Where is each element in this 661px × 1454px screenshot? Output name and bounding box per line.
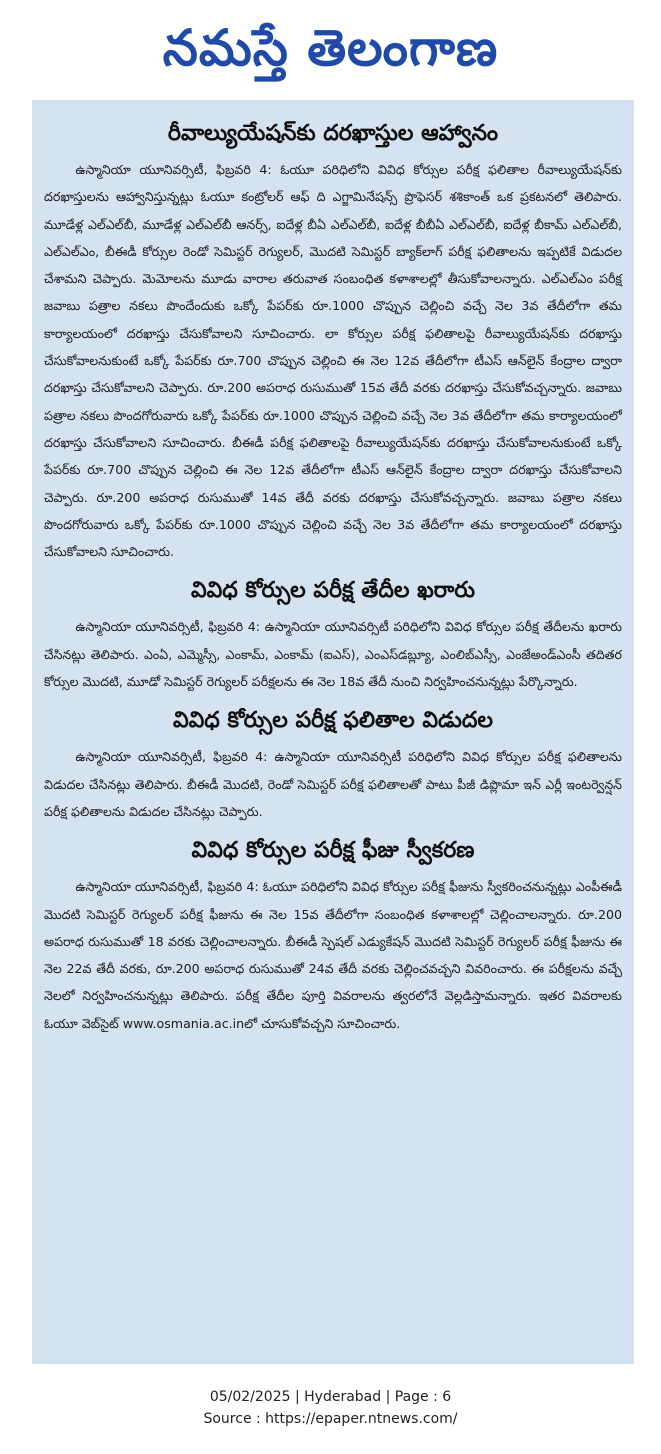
article-headline: రీవాల్యుయేషన్‌కు దరఖాస్తుల ఆహ్వానం	[167, 121, 499, 146]
article-body: ఉస్మానియా యూనివర్సిటీ, ఫిబ్రవరి 4: ఓయూ పరిధిలోని వివిధ కోర్సుల పరీక్ష ఫలితాల రీవాల్యుయేషన్‌కు దరఖాస్తులను ఆహ్వానిస్తున్నట్లు ఓయూ కంట్రోలర్ ఆఫ్ ది ఎగ్జామినేషన్స్ ప్రొఫెసర్ శశికాంత్ ఒక ప్రకటనలో తెలిపారు. మూడేళ్ల ఎల్ఎల్‌బీ, మూడేళ్ల ఎల్ఎల్‌బీ ఆనర్స్, ఐదేళ్ల బీఏ ఎల్ఎల్‌బీ, ఐదేళ్ల బీబీఏ ఎల్ఎల్‌బీ, ఐదేళ్ల బీకామ్ ఎల్ఎల్‌బీ, ఎల్ఎల్ఎం, బీఈడీ కోర్సుల రెండో సెమిస్టర్ రెగ్యులర్, మొదటి సెమిస్టర్ బ్యాక్‌లాగ్ పరీక్ష ఫలితాలను ఇప్పటికే విడుదల చేశామని చెప్పారు. మెమోలను మూడు వారాల తరువాత సంబంధిత కళాశాలల్లో తీసుకోవాలన్నారు. ఎల్ఎల్ఎం పరీక్ష జవాబు పత్రాల నకలు పొందేందుకు ఒక్కో పేపర్‌కు రూ.1000 చొప్పున చెల్లించి వచ్చే నెల 3వ తేదీలోగా తమ కార్యాలయంలో దరఖాస్తు చేసుకోవాలని సూచించారు. లా కోర్సుల పరీక్ష ఫలితాలపై రీవాల్యుయేషన్‌కు దరఖాస్తు చేసుకోవాలనుకుంటే ఒక్కో పేపర్‌కు రూ.700 చొప్పున చెల్లించి ఈ నెల 12వ తేదీలోగా టీఎస్ ఆన్‌లైన్ కేంద్రాల ద్వారా దరఖాస్తు చేసుకోవాలని చెప్పారు. రూ.200 అపరాధ రుసుముతో 15వ తేదీ వరకు దరఖాస్తు చేసుకోవచ్చన్నారు. జవాబు పత్రాల నకలు పొందగోరువారు ఒక్కో పేపర్‌కు రూ.1000 చొప్పున చెల్లించి వచ్చే నెల 3వ తేదీలోగా తమ కార్యాలయంలో దరఖాస్తు చేసుకోవాలని సూచించారు. బీఈడీ పరీక్ష ఫలితాలపై రీవాల్యుయేషన్‌కు దరఖాస్తు చేసుకోవాలనుకుంటే ఒక్కో పేపర్‌కు రూ.700 చొప్పున చెల్లించి ఈ నెల 12వ తేదీలోగా టీఎస్ ఆన్‌లైన్ కేంద్రాల ద్వారా దరఖాస్తు చేసుకోవాలని చెప్పారు. రూ.200 అపరాధ రుసుముతో 14వ తేదీ వరకు దరఖాస్తు చేసుకోవచ్చన్నారు. జవాబు పత్రాల నకలు పొందగోరువారు ఒక్కో పేపర్‌కు రూ.1000 చొప్పున చెల్లించి వచ్చే నెల 3వ తేదీలోగా తమ కార్యాలయంలో దరఖాస్తు చేసుకోవాలని సూచించారు.	[44, 162, 622, 560]
article-results-release	[44, 703, 622, 825]
page-footer	[0, 1386, 661, 1430]
article-body: ఉస్మానియా యూనివర్సిటీ, ఫిబ్రవరి 4: ఉస్మానియా యూనివర్సిటీ పరిధిలోని వివిధ కోర్సుల పరీక్ష ఫలితాలను విడుదల చేసినట్లు తెలిపారు. బీఈడీ మొదటి, రెండో సెమిస్టర్ పరీక్ష ఫలితాలతో పాటు పీజీ డిప్లొమా ఇన్ ఎర్లీ ఇంటర్వెన్షన్ పరీక్ష ఫలితాలను విడుదల చేసినట్లు చెప్పారు.	[44, 749, 622, 819]
article-headline: వివిధ కోర్సుల పరీక్ష ఫలితాల విడుదల	[172, 708, 494, 734]
article-revaluation	[44, 116, 622, 565]
article-headline: వివిధ కోర్సుల పరీక్ష తేదీల ఖరారు	[190, 578, 476, 604]
newspaper-logo: నమస్తే తెలంగాణ	[162, 18, 499, 77]
news-clipping	[32, 100, 634, 1364]
edition-info: 05/02/2025 | Hyderabad | Page : 6	[209, 1389, 452, 1405]
article-headline: వివిధ కోర్సుల పరీక్ష ఫీజు స్వీకరణ	[191, 838, 475, 864]
article-fee-acceptance	[44, 833, 622, 1037]
article-exam-dates	[44, 573, 622, 695]
article-body: ఉస్మానియా యూనివర్సిటీ, ఫిబ్రవరి 4: ఉస్మానియా యూనివర్సిటీ పరిధిలోని వివిధ కోర్సుల పరీక్ష తేదీలను ఖరారు చేసినట్లు తెలిపారు. ఎంఏ, ఎమ్మెస్సీ, ఎంకామ్, ఎంకామ్ (ఐఎస్), ఎంఎస్‌డబ్ల్యూ, ఎంలిబ్ఎస్సీ, ఎంజేఅండ్ఎంసీ తదితర కోర్సుల మొదటి, మూడో సెమిస్టర్ రెగ్యులర్ పరీక్షలను ఈ నెల 18వ తేదీ నుంచి నిర్వహించనున్నట్లు పేర్కొన్నారు.	[44, 619, 622, 690]
article-body: ఉస్మానియా యూనివర్సిటీ, ఫిబ్రవరి 4: ఓయూ పరిధిలోని వివిధ కోర్సుల పరీక్ష ఫీజును స్వీకరించనున్నట్లు ఎంపీఈడీ మొదటి సెమిస్టర్ రెగ్యులర్ పరీక్ష ఫీజును ఈ నెల 15వ తేదీలోగా సంబంధిత కళాశాలల్లో చెల్లించాలన్నారు. రూ.200 అపరాధ రుసుముతో 18 వరకు చెల్లించాలన్నారు. బీఈడీ స్పెషల్ ఎడ్యుకేషన్ మొదటి సెమిస్టర్ రెగ్యులర్ పరీక్ష ఫీజును ఈ నెల 22వ తేదీ వరకు, రూ.200 అపరాధ రుసుముతో 24వ తేదీ వరకు చెల్లించవచ్చని వివరించారు. ఈ పరీక్షలను వచ్చే నెలలో నిర్వహించనున్నట్లు తెలిపారు. పరీక్ష తేదీల పూర్తి వివరాలను త్వరలోనే వెల్లడిస్తామన్నారు. ఇతర వివరాలకు ఓయూ వెబ్‌సైట్ www.osmania.ac.inలో చూసుకోవచ్చని సూచించారు.	[44, 879, 622, 1031]
masthead	[0, 0, 661, 96]
source-link[interactable]: Source : https://epaper.ntnews.com/	[203, 1411, 458, 1427]
